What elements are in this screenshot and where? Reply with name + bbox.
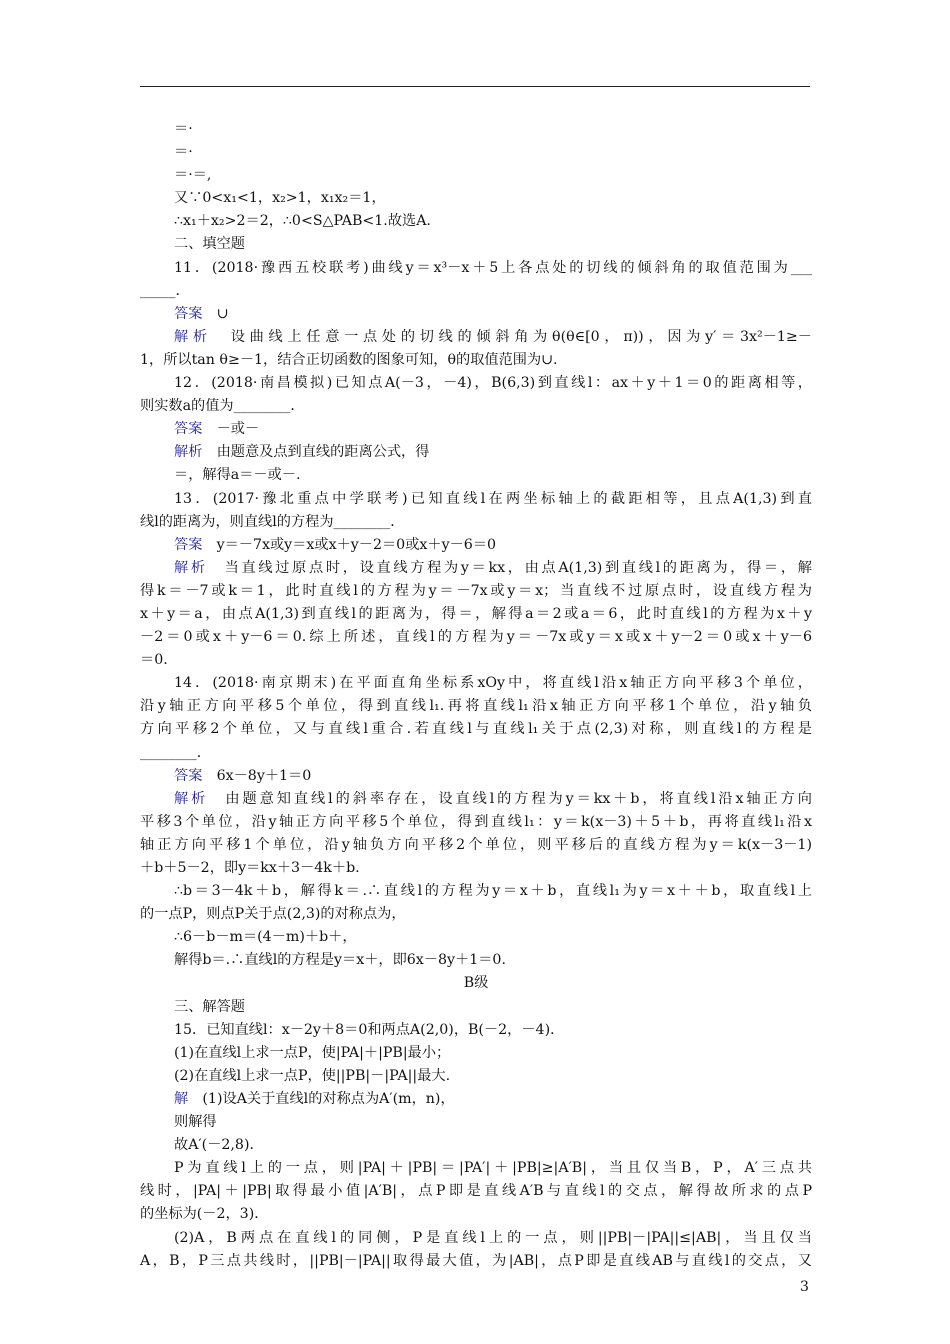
- text-line: [140, 811, 812, 834]
- text-line: [140, 326, 812, 349]
- text-line: [140, 534, 812, 557]
- line-text: ∪: [202, 305, 229, 322]
- line-text: 由题意及点到直线的距离公式，得: [202, 444, 430, 461]
- text-line: [140, 695, 812, 718]
- line-text: 12．(2018·南昌模拟)已知点A(－3，－4)，B(6,3)到直线l：ax＋y＋1＝0的距离相等，: [174, 375, 812, 392]
- text-line: [140, 996, 812, 1019]
- line-text: 三、解答题: [174, 998, 245, 1015]
- line-text: 又∵0<x₁<1，x₂>1，x₁x₂＝1，: [174, 190, 386, 207]
- line-text: 11．(2018·豫西五校联考)曲线y＝x³－x＋5上各点处的切线的倾斜角的取值范围为___: [174, 259, 812, 276]
- text-line: [140, 972, 812, 995]
- line-text: B级: [463, 975, 489, 992]
- line-text: 的一点P，则点P关于点(2,3)的对称点为，: [140, 906, 406, 923]
- text-line: [140, 1157, 812, 1180]
- text-line: [140, 418, 812, 441]
- line-text: x＋y＝a，由点A(1,3)到直线l的距离为，得＝，解得a＝2或a＝6，此时直线l的方程为x＋y: [140, 605, 812, 622]
- line-text: 平移3个单位，沿y轴正方向平移5个单位，得到直线l₁：y＝k(x－3)＋5＋b，再将直线l₁沿x: [140, 813, 812, 830]
- answer-label: 解析: [174, 790, 209, 807]
- line-text: 当直线过原点时，设直线方程为y＝kx，由点A(1,3)到直线l的距离为，得＝，解: [207, 559, 812, 576]
- text-line: [140, 511, 812, 534]
- line-text: 轴正方向平移1个单位，沿y轴负方向平移2个单位，则平移后的直线方程为y＝k(x－3－1): [140, 836, 812, 853]
- line-text: 方向平移2个单位，又与直线l重合.若直线l与直线l₁关于点(2,3)对称，则直线l的方程是: [140, 721, 812, 738]
- text-line: [140, 580, 812, 603]
- text-line: [140, 210, 812, 233]
- line-text: ＋b＋5－2，即y＝kx＋3－4k＋b.: [140, 860, 360, 876]
- line-text: 线时，|PA|＋|PB|取得最小值|A′B|，点P即是直线A′B与直线l的交点，解得故所求的点P: [140, 1183, 812, 1200]
- line-text: 14．(2018·南京期末)在平面直角坐标系xOy中，将直线l沿x轴正方向平移3个单位，: [174, 675, 812, 692]
- text-line: [140, 880, 812, 903]
- line-text: 线l的距离为，则直线l的方程为________．: [140, 513, 405, 530]
- line-text: 15．已知直线l：x－2y＋8＝0和两点A(2,0)，B(－2，－4)．: [174, 1021, 565, 1038]
- line-text: －2＝0或x＋y－6＝0.综上所述，直线l的方程为y＝－7x或y＝x或x＋y－2＝0或x＋y－6: [140, 629, 812, 646]
- text-line: [140, 626, 812, 649]
- text-line: [140, 649, 812, 672]
- text-line: [140, 1134, 812, 1157]
- line-text: (2)在直线l上求一点P，使||PB|－|PA||最大.: [174, 1067, 451, 1084]
- text-line: [140, 718, 812, 741]
- line-text: ∴x₁＋x₂>2＝2，∴0<S△PAB<1.故选A.: [174, 213, 431, 230]
- text-line: [140, 257, 812, 280]
- text-line: [140, 303, 812, 326]
- text-line: [140, 672, 812, 695]
- line-text: 得k＝－7或k＝1，此时直线l的方程为y＝－7x或y＝x；当直线不过原点时，设直线方程为: [140, 582, 812, 599]
- text-line: [140, 1111, 812, 1134]
- text-line: [140, 1250, 812, 1273]
- page-number: 3: [800, 1279, 809, 1295]
- line-text: 设曲线上任意一点处的切线的倾斜角为θ(θ∈[0，π))，因为y′＝3x²－1≥－: [211, 328, 812, 345]
- line-text: ＝，解得a＝－或－.: [174, 467, 301, 484]
- text-line: [140, 1227, 812, 1250]
- text-line: [140, 949, 812, 972]
- text-line: [140, 488, 812, 511]
- line-text: ＝·: [174, 121, 193, 137]
- text-line: [140, 742, 812, 765]
- answer-label: 解: [174, 1090, 189, 1107]
- line-text: －或－: [202, 421, 260, 438]
- text-line: [140, 395, 812, 418]
- line-text: ＝·: [174, 144, 193, 161]
- answer-label: 答案: [174, 421, 203, 438]
- line-text: (1)在直线l上求一点P，使|PA|＋|PB|最小；: [174, 1044, 451, 1061]
- line-text: 则实数a的值为________．: [140, 398, 305, 415]
- line-text: 故A′(－2,8)．: [174, 1137, 264, 1154]
- text-line: [140, 1180, 812, 1203]
- header-rule: [140, 86, 810, 87]
- answer-label: 答案: [174, 305, 203, 322]
- line-text: ＝0.: [140, 652, 168, 669]
- text-line: [140, 280, 812, 303]
- text-line: [140, 233, 812, 256]
- text-line: [140, 1203, 812, 1226]
- answer-label: 答案: [174, 767, 203, 784]
- answer-label: 解析: [174, 328, 212, 345]
- line-text: (2)A，B两点在直线l的同侧，P是直线l上的一点，则||PB|－|PA||≤|AB|，当且仅当: [174, 1229, 812, 1246]
- answer-label: 解析: [174, 444, 203, 461]
- document-body: [140, 118, 812, 1273]
- text-line: [140, 557, 812, 580]
- line-text: 6x－8y＋1＝0: [202, 767, 312, 784]
- text-line: [140, 441, 812, 464]
- line-text: A，B，P三点共线时，||PB|－|PA||取得最大值，为|AB|，点P即是直线AB与直线l的交点，又: [140, 1252, 812, 1269]
- text-line: [140, 857, 812, 880]
- text-line: [140, 464, 812, 487]
- text-line: [140, 788, 812, 811]
- line-text: P为直线l上的一点，则|PA|＋|PB|＝|PA′|＋|PB|≥|A′B|，当且仅当B，P，A′三点共: [174, 1160, 812, 1177]
- line-text: ________．: [140, 744, 211, 761]
- line-text: ＝·＝,: [174, 167, 212, 184]
- line-text: 沿y轴正方向平移5个单位，得到直线l₁.再将直线l₁沿x轴正方向平移1个单位，沿y轴负: [140, 698, 812, 715]
- line-text: ∴b＝3－4k＋b，解得k＝.∴直线l的方程为y＝x＋b，直线l₁为y＝x＋＋b，取直线l上: [174, 883, 812, 900]
- line-text: 解得b＝.∴直线l的方程是y＝x＋，即6x－8y＋1＝0.: [174, 952, 506, 969]
- text-line: [140, 1065, 812, 1088]
- text-line: [140, 372, 812, 395]
- line-text: 则解得: [174, 1114, 217, 1131]
- text-line: [140, 1088, 812, 1111]
- line-text: 13．(2017·豫北重点中学联考)已知直线l在两坐标轴上的截距相等，且点A(1,3)到直: [174, 490, 812, 507]
- text-line: [140, 603, 812, 626]
- text-line: [140, 926, 812, 949]
- answer-label: 解析: [174, 559, 208, 576]
- line-text: (1)设A关于直线l的对称点为A′(m，n)，: [188, 1090, 455, 1107]
- text-line: [140, 903, 812, 926]
- text-line: [140, 834, 812, 857]
- text-line: [140, 1042, 812, 1065]
- text-line: [140, 349, 812, 372]
- text-line: [140, 141, 812, 164]
- text-line: [140, 118, 812, 141]
- line-text: 1，所以tan θ≥－1，结合正切函数的图象可知，θ的取值范围为∪.: [140, 351, 558, 368]
- line-text: ∴6－b－m＝(4－m)＋b＋，: [174, 929, 357, 946]
- line-text: y＝－7x或y＝x或x＋y－2＝0或x＋y－6＝0: [202, 536, 497, 553]
- line-text: 由题意知直线l的斜率存在，设直线l的方程为y＝kx＋b，将直线l沿x轴正方向: [208, 790, 812, 807]
- text-line: [140, 765, 812, 788]
- line-text: 二、填空题: [174, 236, 245, 253]
- text-line: [140, 187, 812, 210]
- line-text: _____．: [140, 282, 190, 299]
- text-line: [140, 164, 812, 187]
- line-text: 的坐标为(－2，3)．: [140, 1206, 269, 1223]
- text-line: [140, 1019, 812, 1042]
- answer-label: 答案: [174, 536, 203, 553]
